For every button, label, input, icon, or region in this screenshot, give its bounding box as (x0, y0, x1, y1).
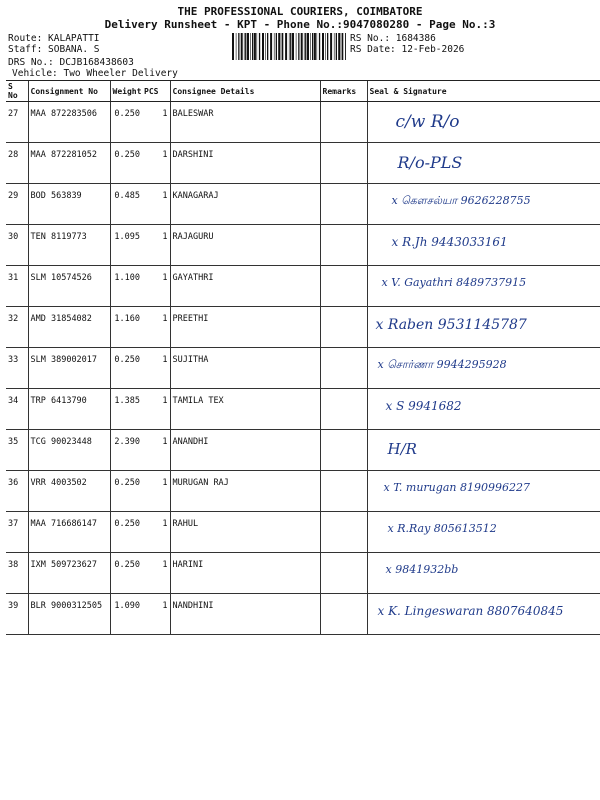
cell-signature (367, 143, 600, 184)
cell-remarks (320, 307, 367, 348)
cell-remarks (320, 512, 367, 553)
cell-consignment: MAA 716686147 (28, 512, 110, 553)
handwritten-signature: x R.Ray 805613512 (387, 522, 497, 535)
cell-remarks (320, 348, 367, 389)
cell-signature (367, 266, 600, 307)
header-consignment: Consignment No (28, 81, 110, 102)
cell-pcs: 1 (142, 430, 170, 471)
cell-sno: 30 (6, 225, 28, 266)
table-row (6, 348, 600, 389)
cell-consignment: VRR 4003502 (28, 471, 110, 512)
cell-pcs: 1 (142, 102, 170, 143)
cell-weight: 1.100 (110, 266, 142, 307)
handwritten-signature: x V. Gayathri 8489737915 (381, 276, 527, 289)
cell-sno: 29 (6, 184, 28, 225)
cell-consignment: BLR 9000312505 (28, 594, 110, 635)
cell-remarks (320, 553, 367, 594)
cell-remarks (320, 225, 367, 266)
cell-weight: 2.390 (110, 430, 142, 471)
cell-remarks (320, 266, 367, 307)
table-row (6, 389, 600, 430)
cell-pcs: 1 (142, 307, 170, 348)
cell-signature (367, 225, 600, 266)
cell-consignee: NANDHINI (170, 594, 320, 635)
handwritten-signature: x 9841932bb (385, 563, 459, 576)
handwritten-signature: x கௌசல்யா 9626228755 (391, 194, 531, 207)
handwritten-signature: x S 9941682 (385, 399, 462, 413)
cell-signature (367, 348, 600, 389)
cell-consignee: TAMILA TEX (170, 389, 320, 430)
cell-weight: 1.095 (110, 225, 142, 266)
handwritten-signature: H/R (387, 440, 417, 458)
runsheet-subtitle: Delivery Runsheet - KPT - Phone No.:9047080280 - Page No.:3 (104, 18, 496, 31)
cell-consignment: TEN 8119773 (28, 225, 110, 266)
cell-pcs: 1 (142, 471, 170, 512)
cell-signature (367, 184, 600, 225)
cell-consignment: SLM 389002017 (28, 348, 110, 389)
header-pcs: PCS (142, 81, 170, 102)
handwritten-signature: x K. Lingeswaran 8807640845 (377, 604, 564, 618)
cell-consignee: MURUGAN RAJ (170, 471, 320, 512)
cell-pcs: 1 (142, 143, 170, 184)
cell-weight: 1.385 (110, 389, 142, 430)
cell-sno: 38 (6, 553, 28, 594)
cell-signature (367, 471, 600, 512)
cell-weight: 0.250 (110, 471, 142, 512)
cell-signature (367, 594, 600, 635)
staff-label: Staff: SOBANA. S (8, 44, 100, 55)
cell-consignee: DARSHINI (170, 143, 320, 184)
table-header-row (6, 81, 600, 102)
handwritten-signature: R/o-PLS (397, 153, 463, 172)
cell-remarks (320, 102, 367, 143)
cell-pcs: 1 (142, 348, 170, 389)
header-weight: Weight (110, 81, 142, 102)
cell-consignment: IXM 509723627 (28, 553, 110, 594)
cell-sno: 33 (6, 348, 28, 389)
runsheet-table (6, 80, 600, 635)
cell-consignment: BOD 563839 (28, 184, 110, 225)
cell-consignee: BALESWAR (170, 102, 320, 143)
cell-remarks (320, 184, 367, 225)
table-row (6, 512, 600, 553)
cell-sno: 32 (6, 307, 28, 348)
header-consignee: Consignee Details (170, 81, 320, 102)
cell-sno: 39 (6, 594, 28, 635)
cell-consignee: RAJAGURU (170, 225, 320, 266)
vehicle-label: Vehicle: Two Wheeler Delivery (12, 68, 178, 79)
cell-sno: 37 (6, 512, 28, 553)
company-title: THE PROFESSIONAL COURIERS, COIMBATORE (177, 5, 423, 18)
cell-pcs: 1 (142, 594, 170, 635)
header-signature: Seal & Signature (367, 81, 600, 102)
cell-consignee: PREETHI (170, 307, 320, 348)
table-row (6, 266, 600, 307)
cell-weight: 0.485 (110, 184, 142, 225)
rs-number: RS No.: 1684386 (350, 33, 436, 44)
cell-consignee: ANANDHI (170, 430, 320, 471)
table-row (6, 184, 600, 225)
cell-consignee: KANAGARAJ (170, 184, 320, 225)
cell-consignment: MAA 872283506 (28, 102, 110, 143)
cell-consignment: TCG 90023448 (28, 430, 110, 471)
cell-consignee: HARINI (170, 553, 320, 594)
cell-weight: 0.250 (110, 512, 142, 553)
handwritten-signature: x R.Jh 9443033161 (391, 235, 508, 249)
cell-consignment: MAA 872281052 (28, 143, 110, 184)
cell-weight: 0.250 (110, 143, 142, 184)
handwritten-signature: x T. murugan 8190996227 (383, 481, 530, 494)
rs-date: RS Date: 12-Feb-2026 (350, 44, 465, 55)
cell-signature (367, 512, 600, 553)
cell-sno: 36 (6, 471, 28, 512)
cell-weight: 0.250 (110, 102, 142, 143)
cell-pcs: 1 (142, 512, 170, 553)
cell-consignee: GAYATHRI (170, 266, 320, 307)
header-remarks: Remarks (320, 81, 367, 102)
cell-sno: 31 (6, 266, 28, 307)
cell-remarks (320, 143, 367, 184)
cell-remarks (320, 430, 367, 471)
cell-pcs: 1 (142, 184, 170, 225)
cell-weight: 1.160 (110, 307, 142, 348)
cell-pcs: 1 (142, 553, 170, 594)
cell-consignee: SUJITHA (170, 348, 320, 389)
cell-sno: 35 (6, 430, 28, 471)
header-sno: S No (6, 81, 28, 102)
table-row (6, 471, 600, 512)
cell-sno: 34 (6, 389, 28, 430)
cell-weight: 0.250 (110, 348, 142, 389)
cell-remarks (320, 389, 367, 430)
cell-consignment: TRP 6413790 (28, 389, 110, 430)
handwritten-signature: x சொர்ணா 9944295928 (377, 358, 507, 371)
cell-pcs: 1 (142, 389, 170, 430)
cell-signature (367, 430, 600, 471)
cell-sno: 27 (6, 102, 28, 143)
barcode-icon (232, 33, 346, 60)
cell-signature (367, 553, 600, 594)
cell-weight: 1.090 (110, 594, 142, 635)
table-row (6, 225, 600, 266)
handwritten-signature: x Raben 9531145787 (375, 317, 527, 333)
cell-consignment: SLM 10574526 (28, 266, 110, 307)
table-row (6, 594, 600, 635)
cell-remarks (320, 471, 367, 512)
table-row (6, 430, 600, 471)
route-label: Route: KALAPATTI (8, 33, 100, 44)
cell-pcs: 1 (142, 225, 170, 266)
cell-remarks (320, 594, 367, 635)
cell-weight: 0.250 (110, 553, 142, 594)
table-row (6, 102, 600, 143)
table-row (6, 553, 600, 594)
cell-signature (367, 307, 600, 348)
cell-pcs: 1 (142, 266, 170, 307)
table-row (6, 307, 600, 348)
cell-signature (367, 389, 600, 430)
handwritten-signature: c/w R/o (395, 112, 460, 132)
table-row (6, 143, 600, 184)
drs-label: DRS No.: DCJB168438603 (8, 57, 134, 68)
cell-consignee: RAHUL (170, 512, 320, 553)
cell-consignment: AMD 31854082 (28, 307, 110, 348)
cell-sno: 28 (6, 143, 28, 184)
cell-signature (367, 102, 600, 143)
